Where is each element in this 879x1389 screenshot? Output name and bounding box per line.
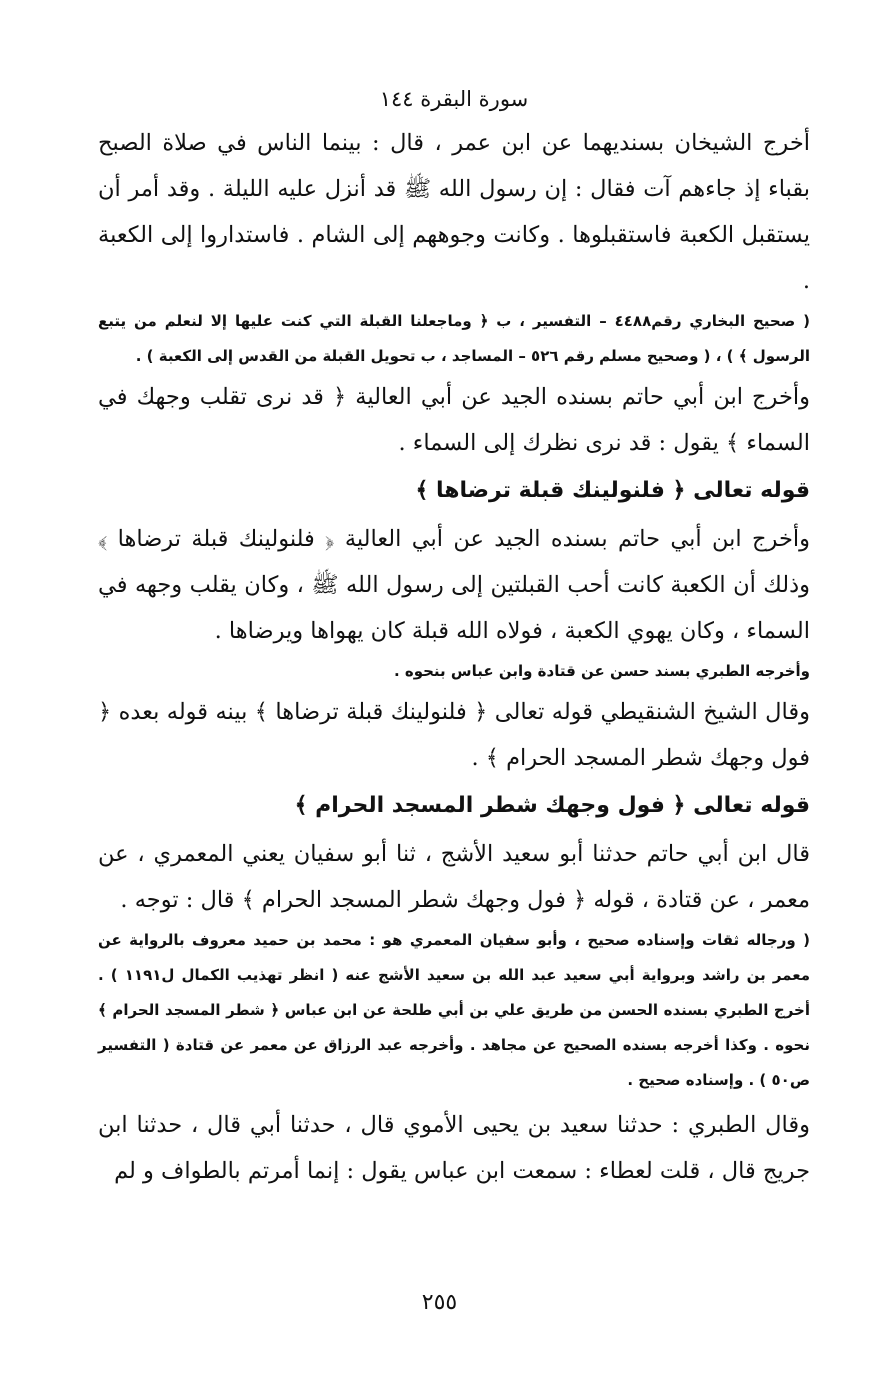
page-number: ٢٥٥: [421, 1290, 458, 1315]
paragraph-4: وقال الشيخ الشنقيطي قوله تعالى ﴿ فلنولينك قبلة ترضاها ﴾ بينه قوله بعده ﴿ فول وجهك شطر المسجد الحرام ﴾ .: [98, 699, 810, 771]
section-heading-2: قوله تعالى ﴿ فول وجهك شطر المسجد الحرام ﴾: [294, 793, 810, 818]
paragraph-3: وأخرج ابن أبي حاتم بسنده الجيد عن أبي العالية ﴿ فلنولينك قبلة ترضاها ﴾ وذلك أن الكعبة كانت أحب القبلتين إلى رسول الله ﷺ ، وكان يقلب وجهه في السماء ، وكان يهوي الكعبة ، فولاه الله قبلة كان يهواها ويرضاها .: [98, 526, 810, 644]
page-body: [98, 84, 810, 1194]
paragraph-2: وأخرج ابن أبي حاتم بسنده الجيد عن أبي العالية ﴿ قد نرى تقلب وجهك في السماء ﴾ يقول : قد نرى نظرك إلى السماء .: [98, 384, 810, 456]
footnote-3: ( ورجاله ثقات وإسناده صحيح ، وأبو سفيان المعمري هو : محمد بن حميد معروف بالرواية عن معمر بن راشد وبرواية أبي سعيد عبد الله بن سعيد الأشج عنه ( انظر تهذيب الكمال ل١١٩١ ) . أخرج الطبري بسنده الحسن من طريق علي بن أبي طلحة عن ابن عباس ﴿ شطر المسجد الحرام ﴾ نحوه . وكذا أخرجه بسنده الصحيح عن مجاهد . وأخرجه عبد الرزاق عن معمر عن قتادة ( التفسير ص٥٠ ) . وإسناده صحيح .: [98, 931, 810, 1089]
section-heading-1: قوله تعالى ﴿ فلنولينك قبلة ترضاها ﴾: [415, 478, 810, 503]
running-header: سورة البقرة ١٤٤: [379, 87, 529, 111]
paragraph-1: أخرج الشيخان بسنديهما عن ابن عمر ، قال : بينما الناس في صلاة الصبح بقباء إذ جاءهم آت فقال : إن رسول الله ﷺ قد أنزل عليه الليلة . وقد أمر أن يستقبل الكعبة فاستقبلوها . وكانت وجوههم إلى الشام . فاستداروا إلى الكعبة .: [98, 130, 810, 294]
paragraph-5: قال ابن أبي حاتم حدثنا أبو سعيد الأشج ، ثنا أبو سفيان يعني المعمري ، عن معمر ، عن قتادة ، قوله ﴿ فول وجهك شطر المسجد الحرام ﴾ قال : توجه .: [98, 841, 810, 913]
paragraph-6: وقال الطبري : حدثنا سعيد بن يحيى الأموي قال ، حدثنا أبي قال ، حدثنا ابن جريج قال ، قلت لعطاء : سمعت ابن عباس يقول : إنما أمرتم بالطواف و لم: [98, 1112, 810, 1184]
footnote-1: ( صحيح البخاري رقم٤٤٨٨ – التفسير ، ب ﴿ وماجعلنا القبلة التي كنت عليها إلا لنعلم من يتبع الرسول ﴾ ) ، ( وصحيح مسلم رقم ٥٢٦ – المساجد ، ب تحويل القبلة من القدس إلى الكعبة ) .: [98, 312, 810, 365]
footnote-2: وأخرجه الطبري بسند حسن عن قتادة وابن عباس بنحوه .: [393, 662, 810, 680]
